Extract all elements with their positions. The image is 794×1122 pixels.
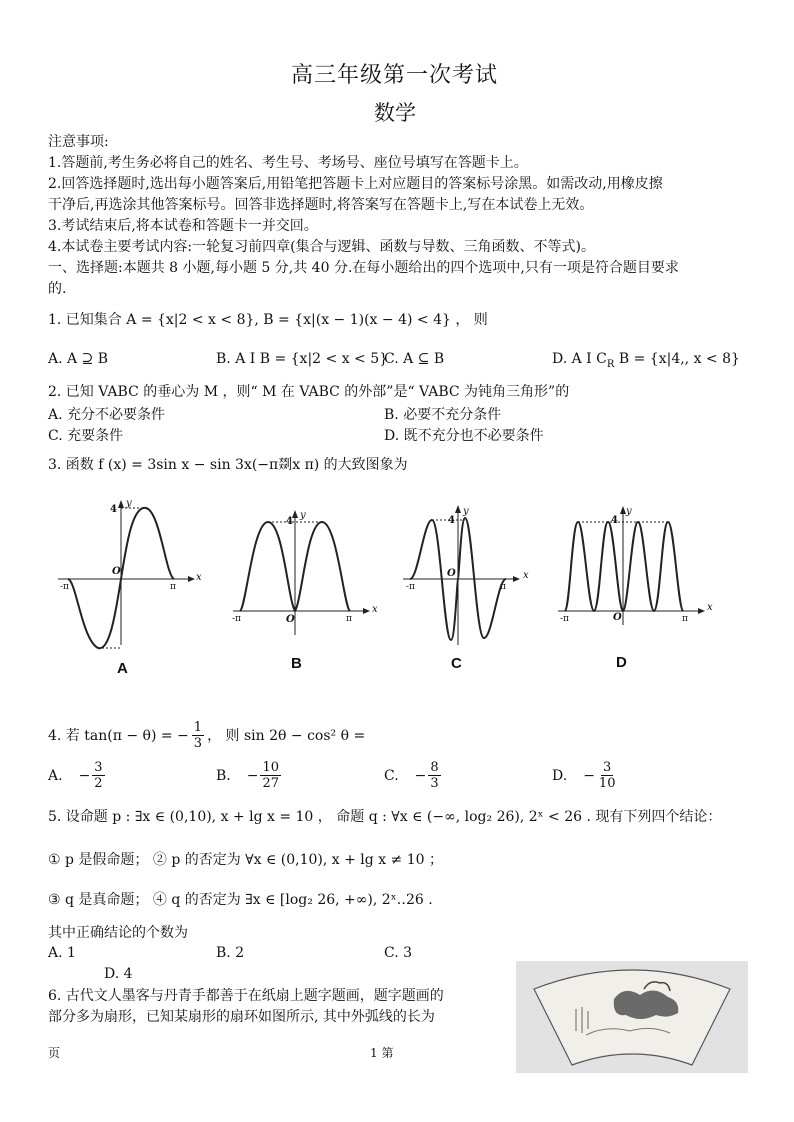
question-2-option-b: B. 必要不充分条件: [384, 407, 502, 423]
graph-d-left-tick: -π: [560, 614, 569, 624]
question-4-option-c-letter: C.: [384, 767, 399, 784]
question-2-option-c: C. 充要条件: [48, 428, 124, 444]
graph-a-origin: O: [112, 566, 121, 577]
question-5-option-d: D. 4: [104, 966, 133, 982]
question-5-option-b: B. 2: [216, 945, 245, 961]
question-4-option-a-num: 3: [94, 760, 103, 775]
footer-left: 页: [48, 1046, 61, 1060]
graph-a-left-tick: -π: [60, 582, 69, 592]
question-4-option-a: [48, 760, 105, 791]
graph-b-right-tick: π: [346, 614, 352, 624]
graph-c-y-label: y: [463, 506, 469, 517]
graph-a-right-tick: π: [170, 582, 176, 592]
graph-b-y-tick: 4: [286, 516, 293, 527]
section-heading-cont: 的.: [48, 281, 67, 297]
fan-painting-svg: [516, 961, 748, 1073]
exam-subject: 数学: [374, 101, 416, 125]
graph-b-x-label: x: [372, 604, 378, 615]
question-2-option-a: A. 充分不必要条件: [48, 407, 166, 423]
fan-painting-image: [516, 961, 748, 1073]
question-1-option-d-part1: D. A I C: [552, 351, 607, 367]
question-4-option-c-frac: [428, 760, 440, 791]
question-4-option-a-letter: A.: [48, 767, 63, 784]
question-5-question: 其中正确结论的个数为: [48, 925, 188, 941]
question-4-option-b-sign: −: [246, 767, 259, 784]
graph-d-y-label: y: [626, 506, 632, 517]
graph-b-origin: O: [286, 614, 295, 625]
question-2-option-d: D. 既不充分也不必要条件: [384, 428, 544, 444]
question-1-option-d-part2: B = {x|4,, x < 8}: [618, 351, 740, 367]
graph-a-label: A: [117, 660, 128, 677]
graph-d-curve: [565, 522, 683, 611]
notice-item-4: 4.本试卷主要考试内容:一轮复习前四章(集合与逻辑、函数与导数、三角函数、不等式)。: [48, 239, 595, 255]
question-3-stem: 3. 函数 f (x) = 3sin x − sin 3x(−π剟x π) 的大致图象为: [48, 457, 408, 473]
notice-item-2: 2.回答选择题时,选出每小题答案后,用铅笔把答题卡上对应题目的答案标号涂黑。如需改动,用橡皮擦: [48, 176, 663, 192]
graph-c-y-tick: 4: [448, 515, 455, 526]
question-4-frac-den: 3: [193, 736, 203, 751]
graph-b-label: B: [291, 655, 302, 672]
question-4-option-b-num: 10: [262, 760, 280, 775]
question-4-option-c: [384, 760, 441, 791]
question-4-option-b: [216, 760, 281, 791]
question-4-stem: [48, 720, 365, 751]
question-4-option-b-den: 27: [262, 776, 280, 791]
graph-a: [58, 500, 195, 648]
question-1-stem: 1. 已知集合 A = {x|2 < x < 8}, B = {x|(x − 1)(x − 4) < 4} ， 则: [48, 312, 488, 328]
graph-d-y-tick: 4: [611, 515, 618, 526]
question-4-option-d-den: 10: [598, 776, 616, 791]
graph-d: [558, 506, 705, 625]
question-4-option-d-num: 3: [603, 760, 612, 775]
graph-a-x-label: x: [196, 572, 202, 583]
question-4-option-c-sign: −: [414, 767, 427, 784]
graph-a-y-label: y: [126, 498, 132, 509]
question-5-option-a: A. 1: [48, 945, 76, 961]
question-4-option-d-frac: [597, 760, 618, 791]
question-4-frac-num: 1: [193, 720, 203, 735]
question-6-line-1: 6. 古代文人墨客与丹青手都善于在纸扇上题字题画，题字题画的: [48, 988, 444, 1004]
question-4-option-a-den: 2: [94, 776, 103, 791]
question-4-option-c-num: 8: [430, 760, 439, 775]
question-2-stem: 2. 已知 VABC 的垂心为 M ，则“ M 在 VABC 的外部”是“ VABC 为钝角三角形”的: [48, 384, 570, 400]
graph-d-label: D: [616, 654, 627, 671]
question-4-option-b-frac: [260, 760, 281, 791]
question-4-option-d: [552, 760, 617, 791]
graph-c-x-label: x: [523, 570, 529, 581]
question-6-line-2: 部分多为扇形，已知某扇形的扇环如图所示, 其中外弧线的长为: [48, 1009, 435, 1025]
notice-item-1: 1.答题前,考生务必将自己的姓名、考生号、考场号、座位号填写在答题卡上。: [48, 155, 528, 171]
question-4-option-d-letter: D.: [552, 767, 568, 784]
question-4-option-b-letter: B.: [216, 767, 231, 784]
question-4-option-a-frac: [92, 760, 104, 791]
section-heading: 一、选择题:本题共 8 小题,每小题 5 分,共 40 分.在每小题给出的四个选项中,只有一项是符合题目要求: [48, 260, 679, 276]
graph-b-y-label: y: [300, 510, 306, 521]
graph-c-label: C: [451, 655, 462, 672]
question-4-fraction: [192, 720, 204, 751]
graph-d-x-label: x: [707, 602, 713, 613]
notice-item-3: 3.考试结束后,将本试卷和答题卡一并交回。: [48, 218, 318, 234]
exam-title: 高三年级第一次考试: [291, 63, 499, 88]
question-4-option-c-den: 3: [430, 776, 439, 791]
question-1-option-b: B. A I B = {x|2 < x < 5}: [216, 351, 389, 367]
graph-b-left-tick: -π: [232, 614, 241, 624]
question-1-option-d: [552, 351, 740, 370]
graph-c: [403, 505, 520, 645]
question-4-stem-post: ， 则 sin 2θ − cos² θ =: [207, 727, 366, 744]
question-5-stem: 5. 设命题 p : ∃x ∈ (0,10), x + lg x = 10 ， 命题 q : ∀x ∈ (−∞, log₂ 26), 2ˣ < 26 . 现有下列四个结论：: [48, 809, 722, 825]
footer-page: 1 第: [370, 1046, 394, 1060]
question-4-option-d-sign: −: [583, 767, 595, 784]
graph-a-y-tick: 4: [110, 504, 117, 515]
question-5-conclusion-2: ③ q 是真命题； ④ q 的否定为 ∃x ∈ [log₂ 26, +∞), 2ˣ‥26 .: [48, 892, 433, 908]
question-5-option-c: C. 3: [384, 945, 413, 961]
question-3-graphs: [48, 500, 768, 690]
graph-d-right-tick: π: [682, 614, 688, 624]
notice-heading: 注意事项:: [48, 134, 109, 150]
graph-c-left-tick: -π: [406, 582, 415, 592]
question-1-option-d-sub: R: [606, 358, 615, 370]
notice-item-2-cont: 干净后,再选涂其他答案标号。回答非选择题时,将答案写在答题卡上,写在本试卷上无效。: [48, 197, 594, 213]
graph-c-right-tick: π: [500, 582, 506, 592]
graph-c-origin: O: [447, 568, 456, 579]
question-4-option-a-sign: −: [78, 767, 91, 784]
graph-d-origin: O: [613, 612, 622, 623]
question-4-stem-pre: 4. 若 tan(π − θ) = −: [48, 727, 189, 744]
question-1-option-a: A. A ⊇ B: [48, 351, 109, 367]
question-1-option-c: C. A ⊆ B: [384, 351, 445, 367]
question-5-conclusion-1: ① p 是假命题； ② p 的否定为 ∀x ∈ (0,10), x + lg x ≠ 10 ；: [48, 852, 443, 868]
